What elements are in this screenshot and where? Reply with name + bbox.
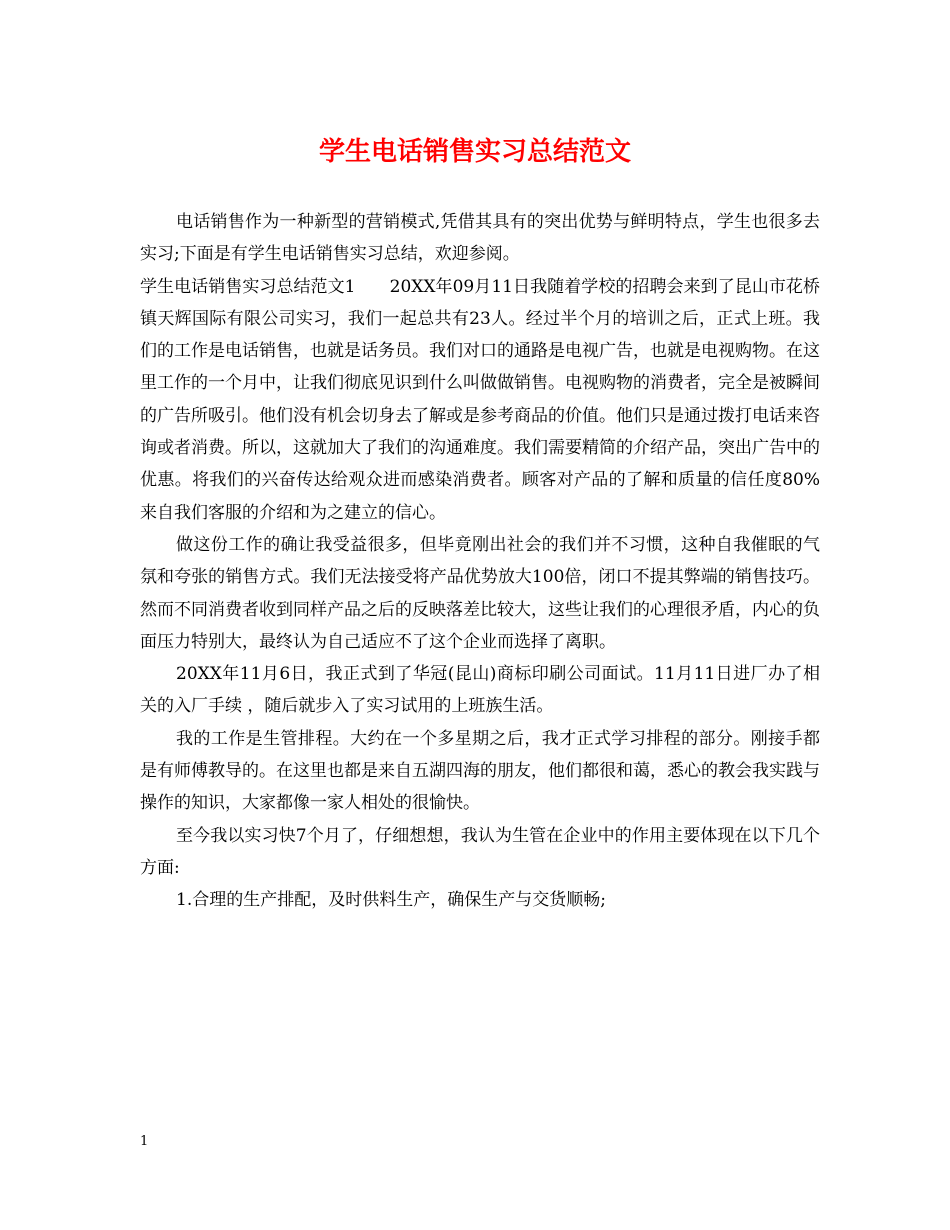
page-number: 1 [140, 1134, 149, 1149]
document-title: 学生电话销售实习总结范文 [318, 137, 631, 167]
paragraph-experience: 做这份工作的确让我受益很多，但毕竟刚出社会的我们并不习惯，这种自我催眠的气氛和夸张的销售方式。我们无法接受将产品优势放大100倍，闭口不提其弊端的销售技巧。然而不同消费者收到同样产品之后的反映落差比较大，这些让我们的心理很矛盾，内心的负面压力特别大，最终认为自己适应不了这个企业而选择了离职。 [140, 534, 820, 652]
document-body [140, 206, 820, 917]
paragraph-intro: 电话销售作为一种新型的营销模式,凭借其具有的突出优势与鲜明特点，学生也很多去实习;下面是有学生电话销售实习总结，欢迎参阅。 [140, 212, 820, 265]
paragraph-work-role: 我的工作是生管排程。大约在一个多星期之后，我才正式学习排程的部分。刚接手都是有师傅教导的。在这里也都是来自五湖四海的朋友，他们都很和蔼，悉心的教会我实践与操作的知识，大家都像一家人相处的很愉快。 [140, 728, 820, 814]
paragraph-reflection: 至今我以实习快7个月了，仔细想想，我认为生管在企业中的作用主要体现在以下几个方面: [140, 825, 820, 878]
paragraph-sample-1: 学生电话销售实习总结范文1 20XX年09月11日我随着学校的招聘会来到了昆山市花桥镇天辉国际有限公司实习，我们一起总共有23人。经过半个月的培训之后，正式上班。我们的工作是电话销售，也就是话务员。我们对口的通路是电视广告，也就是电视购物。在这里工作的一个月中，让我们彻底见识到什么叫做做销售。电视购物的消费者，完全是被瞬间的广告所吸引。他们没有机会切身去了解或是参考商品的价值。他们只是通过拨打电话来咨询或者消费。所以，这就加大了我们的沟通难度。我们需要精简的介绍产品，突出广告中的优惠。将我们的兴奋传达给观众进而感染消费者。顾客对产品的了解和质量的信任度80%来自我们客服的介绍和为之建立的信心。 [140, 276, 820, 523]
paragraph-new-job: 20XX年11月6日，我正式到了华冠(昆山)商标印刷公司面试。11月11日进厂办了相关的入厂手续 ，随后就步入了实习试用的上班族生活。 [140, 664, 820, 717]
paragraph-list-item-1: 1.合理的生产排配，及时供料生产，确保生产与交货顺畅; [176, 890, 606, 911]
